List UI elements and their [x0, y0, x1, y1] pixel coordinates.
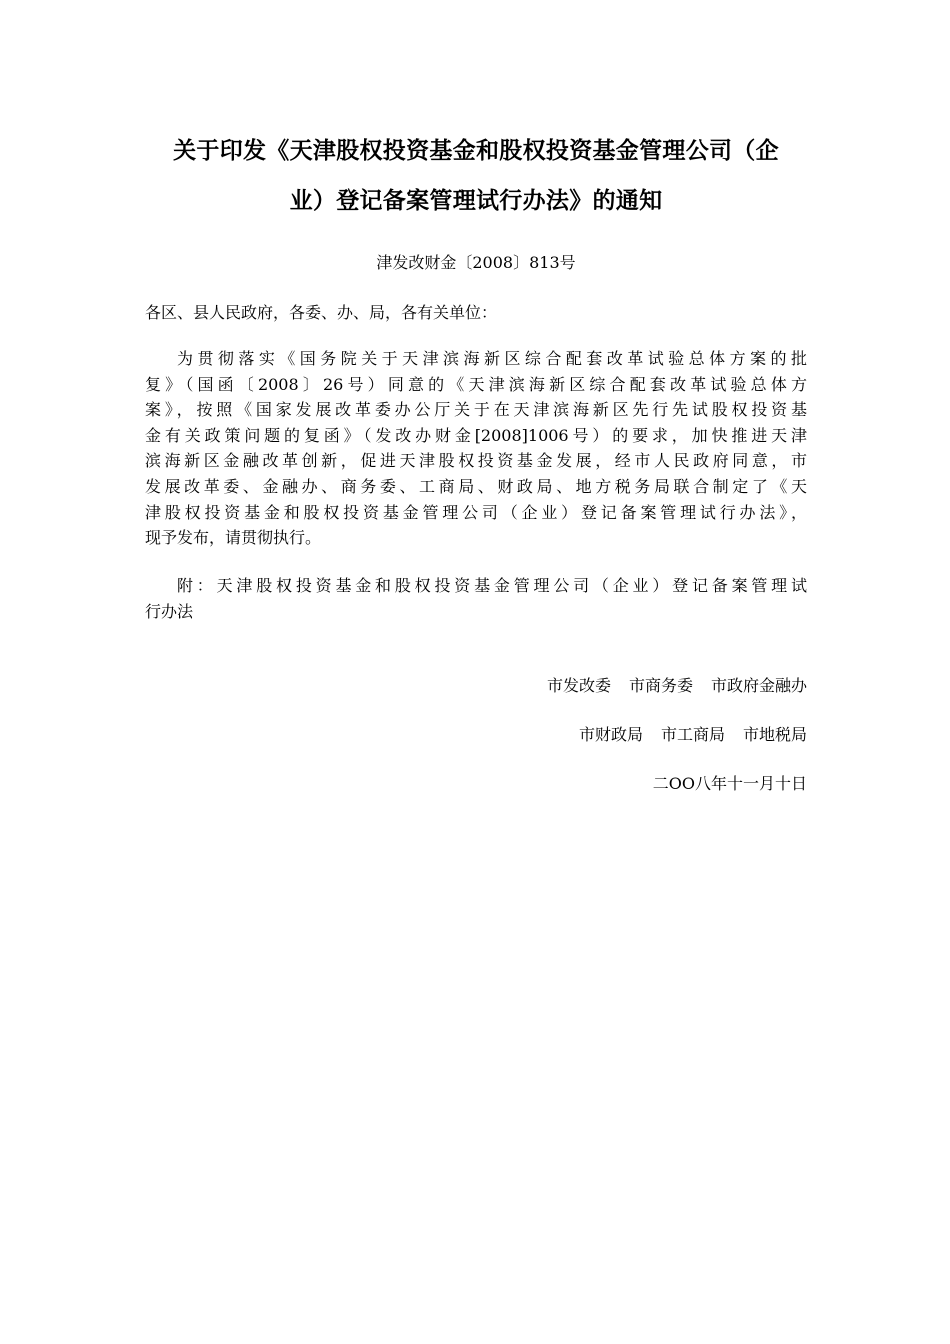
signatory: 市财政局	[578, 725, 643, 744]
body-line: 现予发布，请贯彻执行。	[145, 528, 322, 548]
signatory: 市商务委	[628, 676, 693, 695]
signatory: 市发改委	[546, 676, 611, 695]
salutation: 各区、县人民政府，各委、办、局，各有关单位：	[145, 303, 498, 322]
body-line: 滨海新区金融改革创新，促进天津股权投资基金发展，经市人民政府同意，市	[145, 451, 807, 471]
body-line: 发展改革委、金融办、商务委、工商局、财政局、地方税务局联合制定了《天	[145, 476, 807, 496]
document-title-line-2: 业）登记备案管理试行办法》的通知	[289, 188, 663, 214]
body-line: 复》（国函〔2008〕26号）同意的《天津滨海新区综合配套改革试验总体方	[145, 374, 807, 394]
signatories-row-1	[547, 673, 807, 699]
attachment-note	[145, 573, 807, 624]
body-line: 金有关政策问题的复函》（发改办财金[2008]1006号）的要求，加快推进天津	[145, 425, 807, 445]
body-line: 为贯彻落实《国务院关于天津滨海新区综合配套改革试验总体方案的批	[177, 349, 807, 368]
body-line: 案》，按照《国家发展改革委办公厅关于在天津滨海新区先行先试股权投资基	[145, 400, 807, 420]
signatory: 市地税局	[742, 725, 807, 744]
attachment-line: 行办法	[145, 601, 194, 621]
document-date: 二OO八年十一月十日	[652, 774, 807, 793]
body-line: 津股权投资基金和股权投资基金管理公司（企业）登记备案管理试行办法》，	[145, 502, 807, 522]
body-paragraph	[145, 346, 807, 551]
attachment-line: 附：天津股权投资基金和股权投资基金管理公司（企业）登记备案管理试	[177, 576, 807, 595]
signatories-row-2	[579, 722, 807, 748]
document-title-line-1: 关于印发《天津股权投资基金和股权投资基金管理公司（企	[173, 138, 779, 164]
signatory: 市政府金融办	[710, 676, 807, 695]
signatory: 市工商局	[660, 725, 725, 744]
document-number: 津发改财金〔2008〕813号	[376, 253, 576, 272]
